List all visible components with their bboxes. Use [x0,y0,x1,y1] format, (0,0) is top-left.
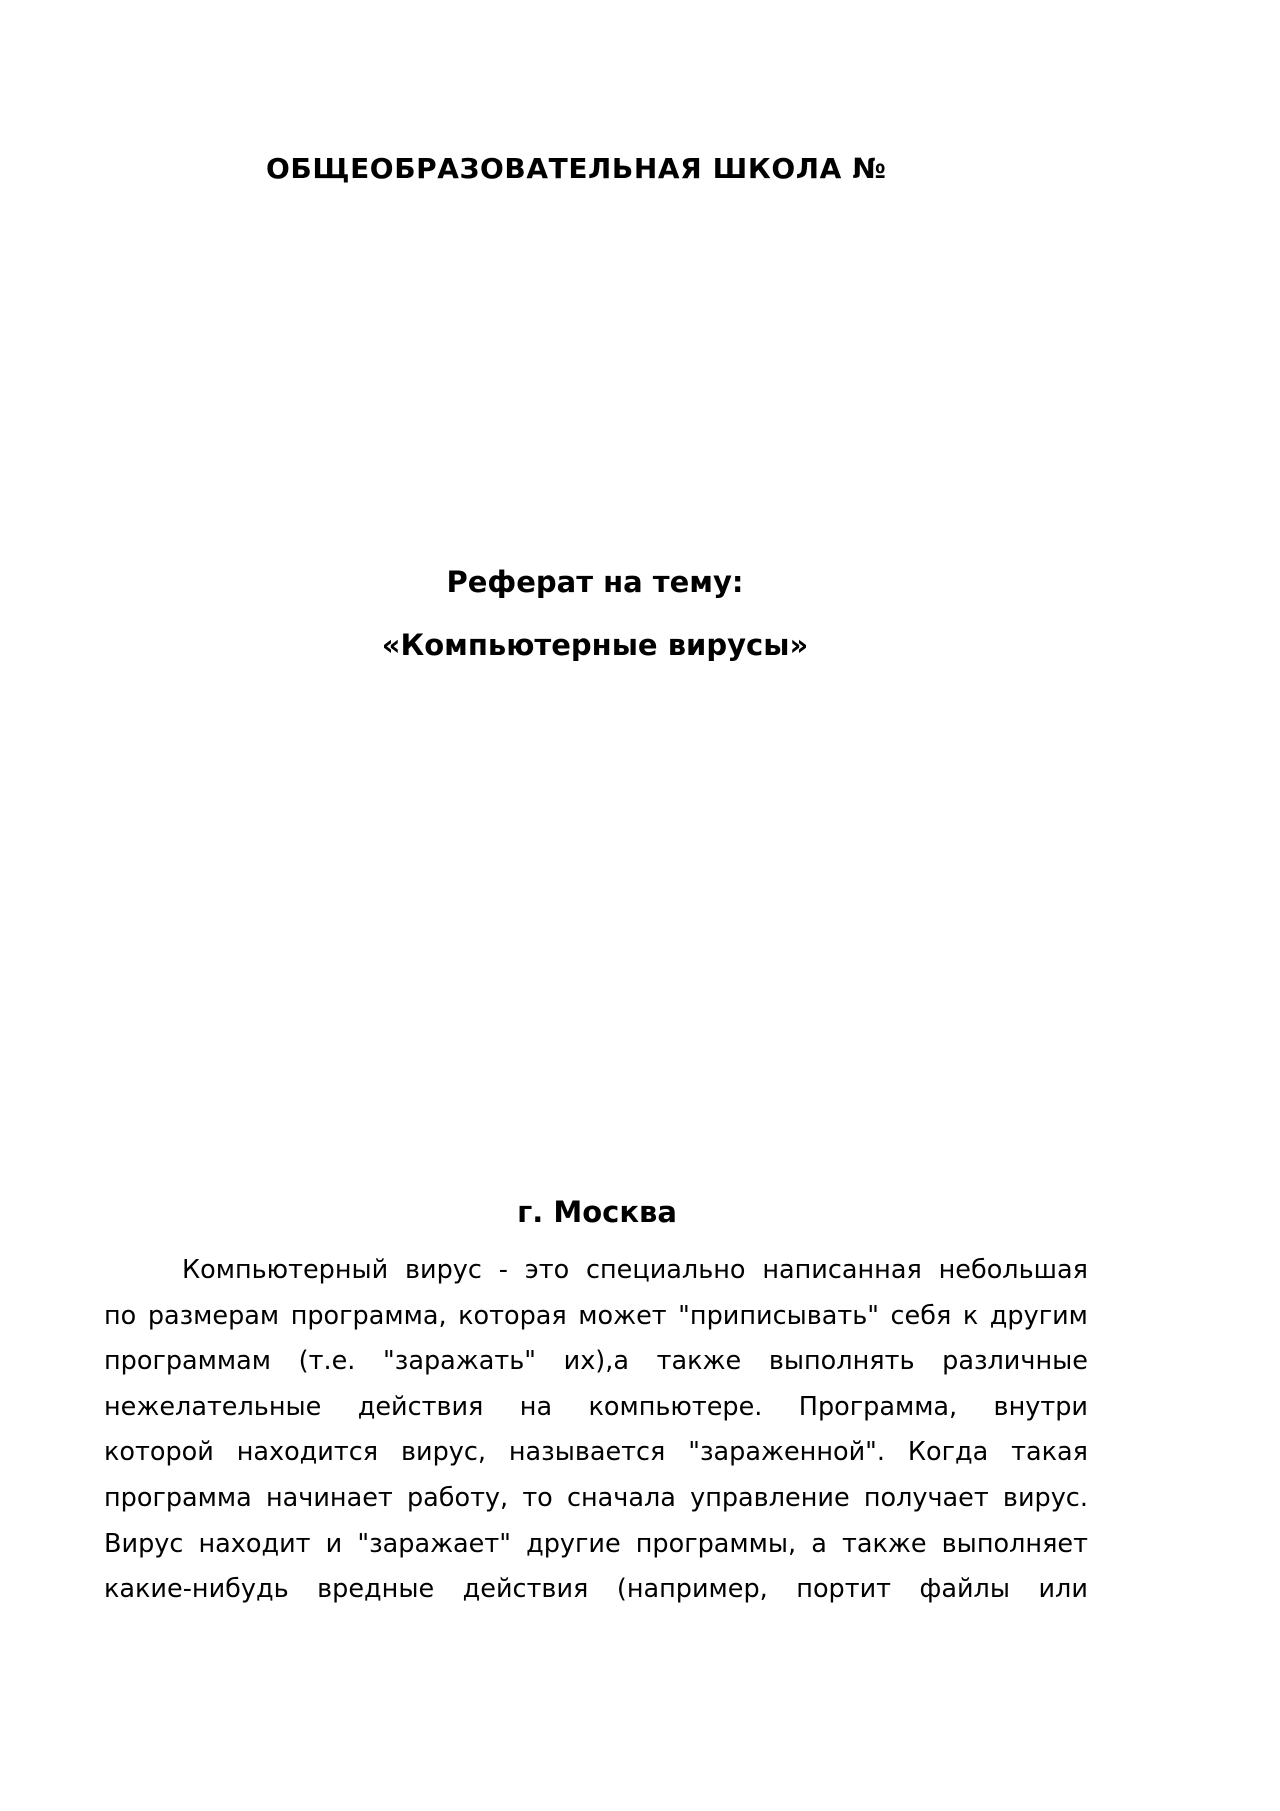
paragraph-word: такая [1011,1437,1088,1468]
paragraph-word: находится [236,1437,379,1468]
paragraph-word: вредные [317,1574,435,1605]
paragraph-word: (например, [616,1574,768,1605]
paragraph-word: программы, [635,1528,797,1559]
school-heading: ОБЩЕОБРАЗОВАТЕЛЬНАЯ ШКОЛА № [266,152,887,185]
paragraph-word: их),а [563,1346,629,1377]
paragraph-word: - [498,1255,508,1285]
paragraph-word: другие [526,1528,621,1559]
paragraph-word: файлы [919,1574,1010,1605]
paragraph-word: программам [104,1346,272,1377]
paragraph-word: действия [462,1574,589,1605]
paragraph-word: размерам [147,1300,280,1331]
topic-title: «Компьютерные вирусы» [381,628,809,662]
paragraph-word: к [962,1300,979,1331]
paragraph-word: управление [690,1482,850,1513]
paragraph-word: программа [104,1482,252,1513]
paragraph-word: программа, [290,1300,447,1331]
paragraph-word: на [519,1391,553,1422]
paragraph-word: может [578,1300,667,1331]
paragraph-word: "заражает" [357,1528,511,1559]
paragraph-word: Компьютерный [182,1255,389,1285]
paragraph-word: нежелательные [104,1391,322,1422]
paragraph-word: начинает [265,1482,393,1513]
paragraph-word: получает [863,1482,989,1513]
paragraph-line [104,1339,1088,1385]
paragraph-word: выполнять [768,1346,915,1377]
paragraph-line [104,1294,1088,1340]
paragraph-word: небольшая [938,1255,1088,1285]
paragraph-word: себя [890,1300,952,1331]
paragraph-word: Когда [907,1437,989,1468]
paragraph-word: работу, [406,1482,509,1513]
paragraph-word: то [522,1482,553,1513]
paragraph-word: а [811,1528,827,1559]
paragraph-word: вирус. [1002,1482,1088,1513]
paragraph-word: Вирус [104,1528,184,1559]
paragraph-word: действия [357,1391,484,1422]
paragraph-word: какие-нибудь [104,1574,289,1605]
paragraph-word: (т.е. [298,1346,356,1377]
paragraph-line [104,1248,1088,1294]
paragraph-word: вирус [405,1255,482,1285]
paragraph-word: это [524,1255,570,1285]
paragraph-word: или [1038,1574,1088,1605]
paragraph-word: написанная [762,1255,922,1285]
paragraph-word: "зараженной". [688,1437,886,1468]
paragraph-line [104,1385,1088,1431]
paragraph-word: также [842,1528,927,1559]
paragraph-word: "приписывать" [678,1300,879,1331]
paragraph-line [104,1522,1088,1568]
paragraph-word: и [325,1528,343,1559]
paragraph-word: другим [989,1300,1088,1331]
paragraph-word: находит [198,1528,311,1559]
paragraph-word: специально [585,1255,746,1285]
paragraph-word: портит [796,1574,892,1605]
paragraph-word: вирус, [400,1437,486,1468]
paragraph-word: "заражать" [383,1346,536,1377]
paragraph-word: компьютере. [588,1391,763,1422]
paragraph-line [104,1476,1088,1522]
topic-intro: Реферат на тему: [446,565,744,599]
city-label: г. Москва [517,1195,677,1229]
paragraph-word: сначала [566,1482,676,1513]
paragraph-word: по [104,1300,137,1331]
paragraph-word: которой [104,1437,214,1468]
paragraph-word: различные [942,1346,1088,1377]
paragraph-word: Программа, [798,1391,958,1422]
paragraph-line [104,1430,1088,1476]
paragraph-line [104,1567,1088,1613]
paragraph-word: внутри [993,1391,1088,1422]
paragraph-word: которая [458,1300,567,1331]
paragraph-word: выполняет [941,1528,1088,1559]
paragraph-word: также [656,1346,742,1377]
body-paragraph [104,1248,1088,1613]
paragraph-word: называется [508,1437,666,1468]
